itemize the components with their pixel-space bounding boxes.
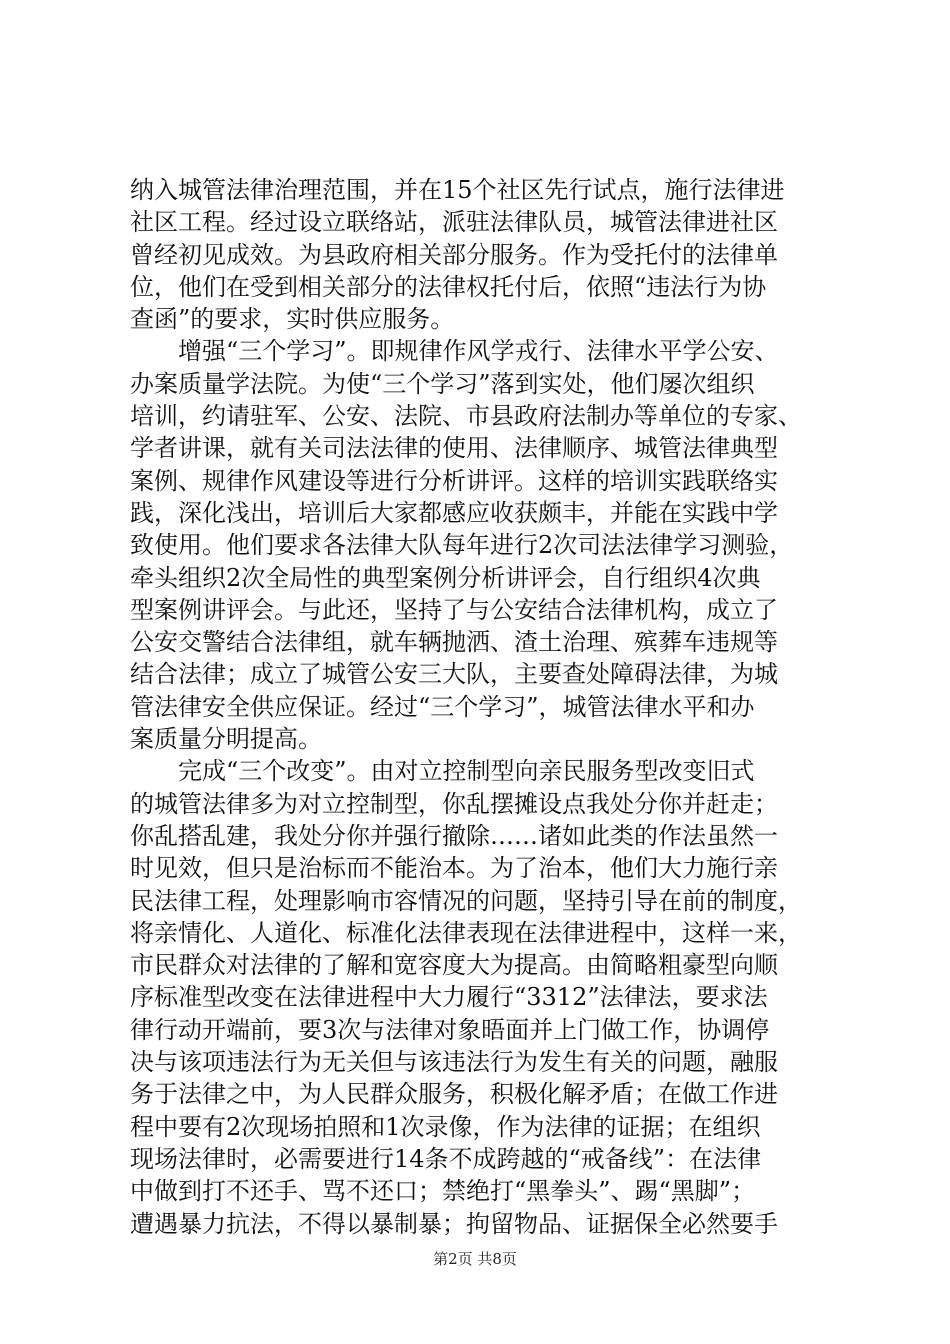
text-line: 完成“三个改变”。由对立控制型向亲民服务型改变旧式	[130, 757, 755, 786]
text-line: 案质量分明提高。	[130, 725, 322, 754]
text-line: 办案质量学法院。为使“三个学习”落到实处，他们屡次组织	[130, 369, 755, 398]
text-line: 培训，约请驻军、公安、法院、市县政府法制办等单位的专家、	[130, 402, 802, 431]
text-line: 程中要有2次现场拍照和1次录像，作为法律的证据；在组织	[130, 1112, 761, 1141]
body-text	[130, 174, 830, 1240]
text-line: 查函”的要求，实时供应服务。	[130, 305, 455, 334]
page-footer: 第2页 共8页	[433, 1250, 517, 1268]
text-line: 社区工程。经过设立联络站，派驻法律队员，城管法律进社区	[130, 208, 778, 237]
text-line: 决与该项违法行为无关但与该违法行为发生有关的问题，融服	[130, 1048, 778, 1077]
text-line: 型案例讲评会。与此还，坚持了与公安结合法律机构，成立了	[130, 595, 778, 624]
text-line: 曾经初见成效。为县政府相关部分服务。作为受托付的法律单	[130, 240, 778, 269]
text-line: 中做到打不还手、骂不还口；禁绝打“黑拳头”、踢“黑脚”；	[130, 1177, 756, 1206]
text-line: 案例、规律作风建设等进行分析讲评。这样的培训实践联络实	[130, 466, 778, 495]
text-line: 位，他们在受到相关部分的法律权托付后，依照“违法行为协	[130, 272, 767, 301]
text-line: 结合法律；成立了城管公安三大队，主要查处障碍法律，为城	[130, 660, 778, 689]
text-line: 时见效，但只是治标而不能治本。为了治本，他们大力施行亲	[130, 854, 778, 883]
text-line: 的城管法律多为对立控制型，你乱摆摊设点我处分你并赶走；	[130, 789, 778, 818]
text-line: 务于法律之中，为人民群众服务，积极化解矛盾；在做工作进	[130, 1080, 778, 1109]
text-line: 公安交警结合法律组，就车辆抛洒、渣土治理、殡葬车违规等	[130, 628, 778, 657]
text-line: 纳入城管法律治理范围，并在15个社区先行试点，施行法律进	[130, 176, 785, 204]
text-line: 增强“三个学习”。即规律作风学戎行、法律水平学公安、	[130, 337, 779, 366]
text-line: 遭遇暴力抗法，不得以暴制暴；拘留物品、证据保全必然要手	[130, 1209, 778, 1238]
text-line: 践，深化浅出，培训后大家都感应收获颇丰，并能在实践中学	[130, 498, 778, 527]
text-line: 致使用。他们要求各法律大队每年进行2次司法法律学习测验，	[130, 531, 794, 560]
text-line: 律行动开端前，要3次与法律对象晤面并上门做工作，协调停	[130, 1015, 770, 1044]
text-line: 管法律安全供应保证。经过“三个学习”，城管法律水平和办	[130, 692, 755, 721]
text-line: 民法律工程，处理影响市容情况的问题，坚持引导在前的制度，	[130, 886, 802, 915]
text-line: 市民群众对法律的了解和宽容度大为提高。由简略粗豪型向顺	[130, 951, 778, 980]
text-line: 现场法律时，必需要进行14条不成跨越的“戒备线”：在法律	[130, 1144, 762, 1173]
text-line: 牵头组织2次全局性的典型案例分析讲评会，自行组织4次典	[130, 563, 761, 592]
text-line: 学者讲课，就有关司法法律的使用、法律顺序、城管法律典型	[130, 434, 778, 463]
text-line: 将亲情化、人道化、标准化法律表现在法律进程中，这样一来，	[130, 918, 802, 947]
text-line: 序标准型改变在法律进程中大力履行“3312”法律法，要求法	[130, 983, 768, 1012]
text-line: 你乱搭乱建，我处分你并强行撤除……诸如此类的作法虽然一	[130, 821, 778, 850]
